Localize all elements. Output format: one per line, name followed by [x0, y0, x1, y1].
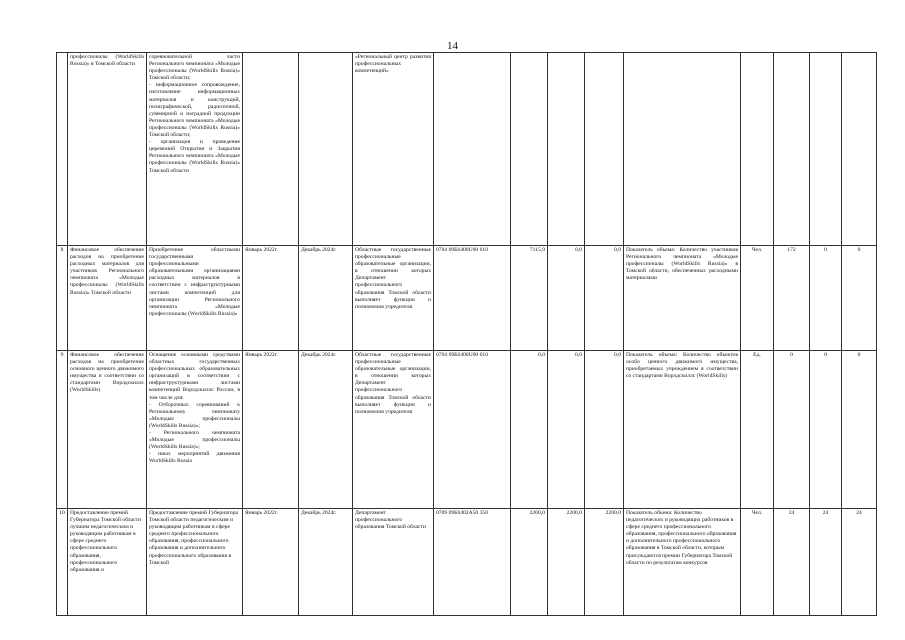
- funding-2023: 0,0: [548, 246, 585, 351]
- row-number: [57, 53, 68, 246]
- start-date: [243, 53, 299, 246]
- value-2023: [810, 53, 842, 246]
- value-2022: [774, 53, 810, 246]
- measure-name: Предоставление премий Губернатора Томской области лучшим педагогическим и руководящим работникам в сфере среднего профессионального образования, профессионального образования и: [68, 509, 147, 616]
- executor: Департамент профессионального образования Томской области: [353, 509, 434, 616]
- value-2024: [842, 53, 877, 246]
- end-date: Декабрь 2024г.: [299, 246, 353, 351]
- indicator: Показатель объема: Количество педагогических и руководящих работников в сфере среднего профессионального образования, профессионального образования и дополнительного профессионального образования в Томской области, которым присуждаются премии Губернатора Томской области по результатам конкурсов: [624, 509, 741, 616]
- funding-2024: 0,0: [585, 351, 624, 509]
- row-number: 9: [57, 351, 68, 509]
- funding-2022: 2200,0: [511, 509, 548, 616]
- page-number: 14: [447, 40, 458, 52]
- funding-2023: 2200,0: [548, 509, 585, 616]
- measure-name: Финансовое обеспечение расходов на приобретение расходных материалов для участников Регионального чемпионата «Молодые профессионалы (WorldSkills Russia)» Томской области: [68, 246, 147, 351]
- indicator: Показатель объема: Количество участников Регионального чемпионата «Молодые профессионалы (WorldSkills Russia)» в Томской области, обеспеченных расходными материалами: [624, 246, 741, 351]
- indicator: Показатель объема: Количество объектов особо ценного движимого имущества, приобретаемых учреждением в соответствии со стандартами Ворлдскиллс (WorldSkills): [624, 351, 741, 509]
- table-row: [57, 509, 877, 616]
- unit: [741, 53, 774, 246]
- activities: Предоставление премий Губернатора Томской области педагогическим и руководящим работникам в сфере среднего профессионального образования, профессионального образования и дополнительного профессионального образования в Томской: [147, 509, 243, 616]
- unit: Чел.: [741, 246, 774, 351]
- funding-2023: 0,0: [548, 351, 585, 509]
- value-2024: 0: [842, 351, 877, 509]
- value-2023: 24: [810, 509, 842, 616]
- funding-2022: [511, 53, 548, 246]
- executor: «Региональный центр развития профессиональных компетенций»: [353, 53, 434, 246]
- end-date: Декабрь 2024г.: [299, 351, 353, 509]
- end-date: [299, 53, 353, 246]
- activities: Приобретение областными государственными профессиональными образовательными организациями расходных материалов в соответствии с инфраструктурными листами компетенций для организации Регионального чемпионата «Молодые профессионалы (WorldSkills Russia)»: [147, 246, 243, 351]
- table-row: [57, 246, 877, 351]
- measure-name: профессионалы (WorldSkills Russia)» в Томской области: [68, 53, 147, 246]
- value-2023: 0: [810, 246, 842, 351]
- value-2024: 0: [842, 246, 877, 351]
- funding-2024: 0,0: [585, 246, 624, 351]
- end-date: Декабрь 2024г.: [299, 509, 353, 616]
- budget-code: 0709 09Б6402А50 350: [434, 509, 511, 616]
- unit: Ед.: [741, 351, 774, 509]
- activities: Оснащение основными средствами областных государственных профессиональных образовательных организаций в соответствии с инфраструктурными листами компетенций Ворлдскиллс России, в том числе для: - Отборочных соревнований к Региональному чемпионату «Молодые профессионалы (WorldSkills Russia)»; - Регионального чемпионата «Молодые профессионалы (WorldSkills Russia)»; - иных мероприятий движения WorldSkills Russia: [147, 351, 243, 509]
- start-date: Январь 2022г.: [243, 509, 299, 616]
- executor: Областные государственные профессиональные образовательные организации, в отношении которых Департамент профессионального образования Томской области выполняет функции и полномочия учредителя: [353, 246, 434, 351]
- table-row: [57, 351, 877, 509]
- value-2022: 172: [774, 246, 810, 351]
- row-number: 8: [57, 246, 68, 351]
- budget-code: 0704 09Б6400U00 610: [434, 351, 511, 509]
- unit: Чел.: [741, 509, 774, 616]
- value-2024: 24: [842, 509, 877, 616]
- table-row: [57, 53, 877, 246]
- value-2023: 0: [810, 351, 842, 509]
- program-table: [56, 52, 877, 616]
- indicator: [624, 53, 741, 246]
- funding-2022: 0,0: [511, 351, 548, 509]
- value-2022: 0: [774, 351, 810, 509]
- funding-2024: [585, 53, 624, 246]
- budget-code: 0704 09Б6400U00 610: [434, 246, 511, 351]
- funding-2022: 7115,9: [511, 246, 548, 351]
- start-date: Январь 2022г.: [243, 351, 299, 509]
- executor: Областные государственные профессиональные образовательные организации, в отношении которых Департамент профессионального образования Томской области выполняет функции и полномочия учредителя: [353, 351, 434, 509]
- activities: соревновательной части Регионального чемпионата «Молодые профессионалы (WorldSkills Russia)» Томской области; - информационное сопровождение, изготовление информационных материалов и конструкций, полиграфической, радиоточной, сувенирной и наградной продукции Регионального чемпионата «Молодые профессионалы (WorldSkills Russia)» Томской области; - организация и проведение церемоний Открытия и Закрытия Регионального чемпионата «Молодые профессионалы (WorldSkills Russia)» Томской области: [147, 53, 243, 246]
- value-2022: 24: [774, 509, 810, 616]
- funding-2024: 2200,0: [585, 509, 624, 616]
- row-number: 10: [57, 509, 68, 616]
- measure-name: Финансовое обеспечение расходов на приобретение основного ценного движимого имущества в соответствии со стандартами Ворлдскиллс (WorldSkills): [68, 351, 147, 509]
- start-date: Январь 2022г.: [243, 246, 299, 351]
- funding-2023: [548, 53, 585, 246]
- budget-code: [434, 53, 511, 246]
